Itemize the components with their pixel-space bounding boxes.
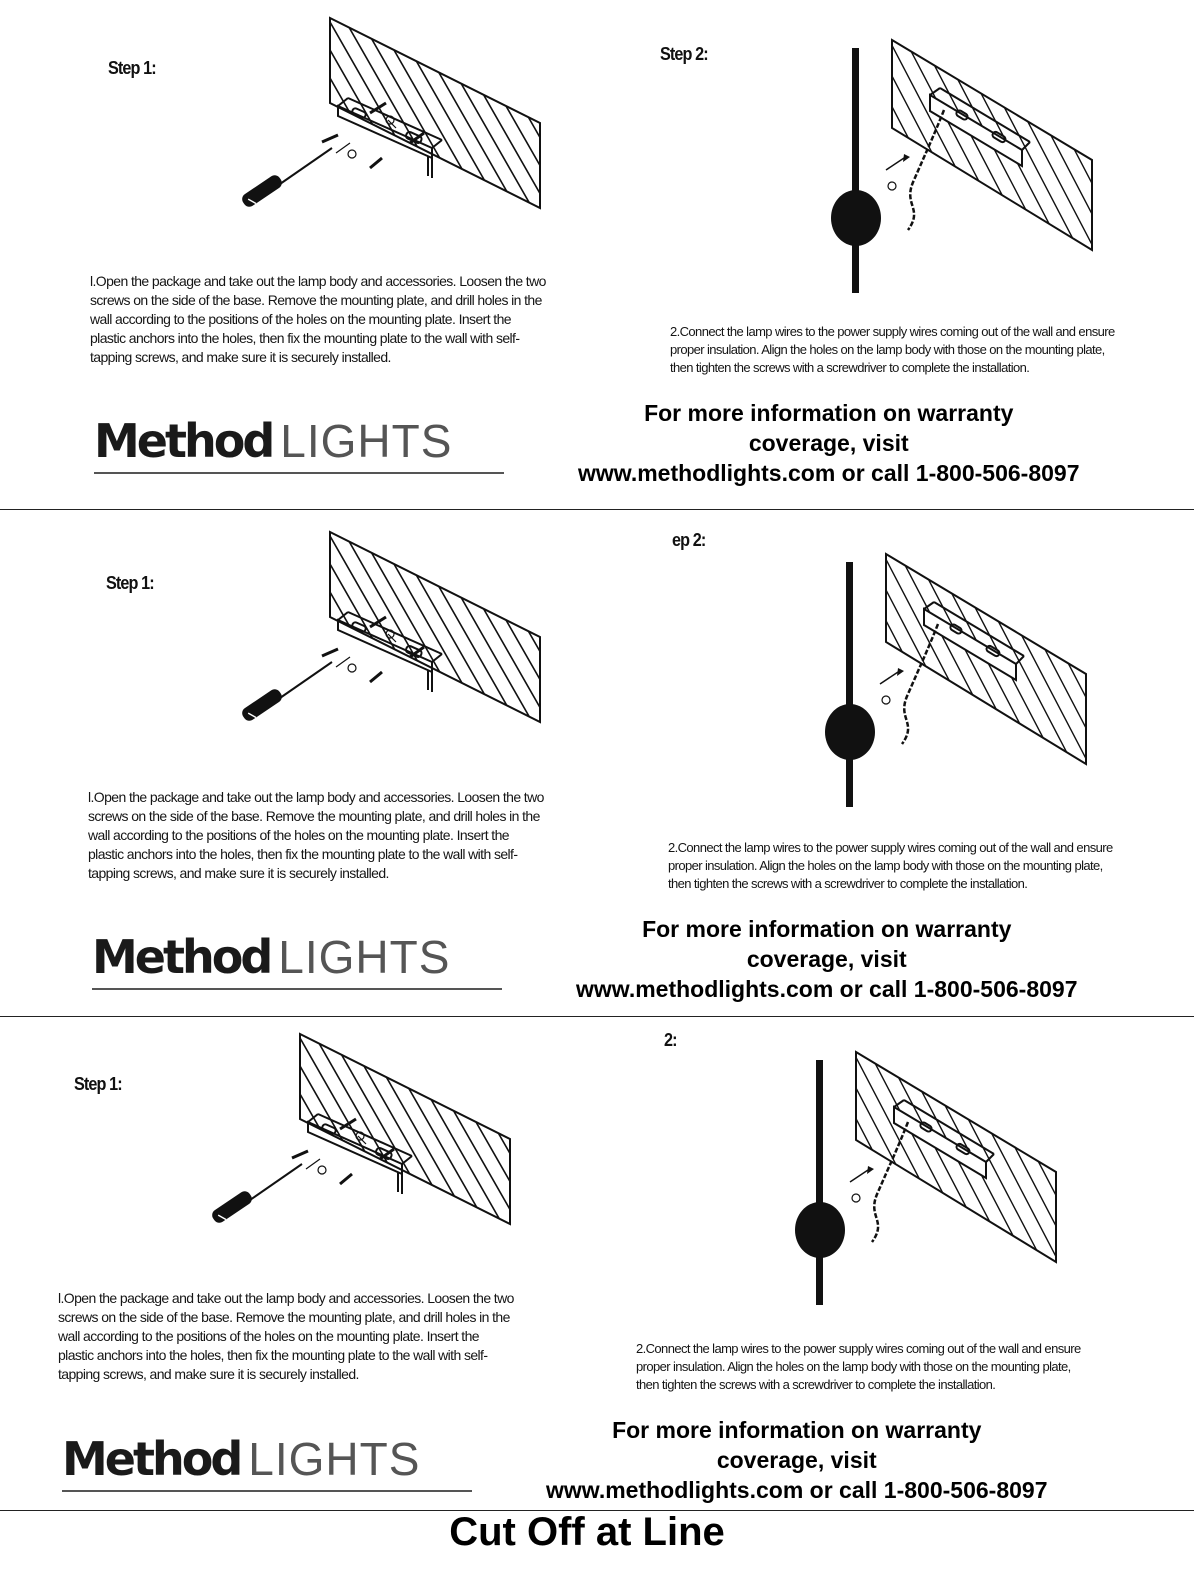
instruction-line: screws on the side of the base. Remove the mounting plate, and drill holes in the [88,808,540,824]
instruction-line: 2.Connect the lamp wires to the power supply wires coming out of the wall and ensure [668,840,1113,855]
logo-method-text: Method [92,930,271,984]
warranty-line-2: coverage, visit [748,430,909,456]
wall-panel [300,1034,510,1224]
warranty-line-2: coverage, visit [746,946,907,972]
instruction-line: 2.Connect the lamp wires to the power supply wires coming out of the wall and ensure [636,1341,1081,1356]
warranty-info [578,398,1080,488]
cut-off-label: Cut Off at Line [449,1510,725,1554]
instruction-line: l.Open the package and take out the lamp body and accessories. Loosen the two [90,273,546,289]
logo-lights-text: LIGHTS [278,931,451,983]
wall-panel [330,18,540,208]
warranty-line-3: www.methodlights.com or call 1-800-506-8097 [578,460,1080,486]
logo-lights-text: LIGHTS [248,1433,421,1485]
instruction-line: proper insulation. Align the holes on the lamp body with those on the mounting plate, [670,342,1105,357]
warranty-line-1: For more information on warranty [642,916,1012,942]
step1-label: Step 1: [108,58,156,78]
instruction-line: 2.Connect the lamp wires to the power supply wires coming out of the wall and ensure [670,324,1115,339]
method-lights-logo [62,1432,420,1486]
instruction-line: proper insulation. Align the holes on the lamp body with those on the mounting plate, [636,1359,1071,1374]
screwdriver-icon [210,1164,302,1225]
step1-illustration [180,1034,500,1254]
instruction-line: screws on the side of the base. Remove the mounting plate, and drill holes in the [58,1309,510,1325]
wall-lamp-icon [825,562,875,807]
instruction-line: l.Open the package and take out the lamp body and accessories. Loosen the two [88,789,544,805]
step2-illustration [826,554,1096,814]
instruction-line: wall according to the positions of the holes on the mounting plate. Insert the [88,827,509,843]
warranty-info [546,1415,1048,1505]
warranty-line-1: For more information on warranty [612,1417,982,1443]
wall-panel [330,532,540,722]
cut-line [0,1016,1194,1017]
step1-instructions [88,788,544,883]
step2-label: Step 2: [660,44,708,64]
instruction-line: tapping screws, and make sure it is securely installed. [88,865,389,881]
warranty-line-2: coverage, visit [716,1447,877,1473]
step2-illustration [796,1052,1066,1312]
step1-label: Step 1: [106,573,154,593]
screwdriver-icon [240,148,332,209]
logo-method-text: Method [94,414,273,468]
step1-illustration [210,18,530,238]
instruction-line: then tighten the screws with a screwdriver to complete the installation. [668,876,1028,891]
wall-lamp-icon [795,1060,845,1305]
instruction-line: screws on the side of the base. Remove the mounting plate, and drill holes in the [90,292,542,308]
step2-illustration [832,40,1102,300]
instruction-line: plastic anchors into the holes, then fix the mounting plate to the wall with self- [58,1347,488,1363]
method-lights-logo [92,930,450,984]
instruction-line: plastic anchors into the holes, then fix the mounting plate to the wall with self- [90,330,520,346]
step2-label: ep 2: [672,530,706,550]
step2-instructions [636,1340,1126,1394]
warranty-line-3: www.methodlights.com or call 1-800-506-8097 [546,1477,1048,1503]
warranty-line-3: www.methodlights.com or call 1-800-506-8097 [576,976,1078,1002]
instruction-line: tapping screws, and make sure it is securely installed. [90,349,391,365]
step2-instructions [668,839,1158,893]
cut-line [0,509,1194,510]
step1-label: Step 1: [74,1074,122,1094]
step2-label: 2: [664,1030,677,1050]
method-lights-logo [94,414,452,468]
wall-lamp-icon [831,48,881,293]
screwdriver-icon [240,662,332,723]
step1-instructions [90,272,546,367]
instruction-line: wall according to the positions of the holes on the mounting plate. Insert the [58,1328,479,1344]
instruction-line: tapping screws, and make sure it is securely installed. [58,1366,359,1382]
step2-instructions [670,323,1160,377]
warranty-info [576,914,1078,1004]
instruction-line: plastic anchors into the holes, then fix the mounting plate to the wall with self- [88,846,518,862]
instruction-line: l.Open the package and take out the lamp body and accessories. Loosen the two [58,1290,514,1306]
instruction-line: then tighten the screws with a screwdriver to complete the installation. [670,360,1030,375]
warranty-line-1: For more information on warranty [644,400,1014,426]
step1-illustration [210,532,530,752]
step1-instructions [58,1289,514,1384]
logo-lights-text: LIGHTS [280,415,453,467]
instruction-line: wall according to the positions of the holes on the mounting plate. Insert the [90,311,511,327]
instruction-line: proper insulation. Align the holes on the lamp body with those on the mounting plate, [668,858,1103,873]
instruction-line: then tighten the screws with a screwdriver to complete the installation. [636,1377,996,1392]
logo-method-text: Method [62,1432,241,1486]
